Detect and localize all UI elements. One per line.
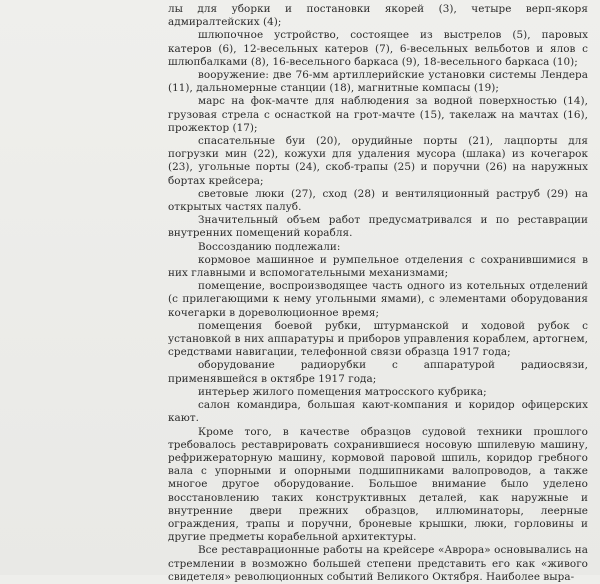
paragraph: вооружение: две 76-мм артиллерийские установки системы Лендера (11), дальномерные станции (18), магнитные компасы (19);: [168, 69, 588, 95]
paragraph: лы для уборки и постановки якорей (3), четыре верп-якоря адмиралтейских (4);: [168, 3, 588, 29]
paragraph: оборудование радиорубки с аппаратурой радиосвязи, применявшейся в октябре 1917 года;: [168, 359, 588, 385]
paragraph: световые люки (27), сход (28) и вентиляционный раструб (29) на открытых частях палуб.: [168, 187, 588, 214]
paragraph: спасательные буи (20), орудийные порты (21), лацпорты для погрузки мин (22), кожухи для удаления мусора (шлака) из кочегарок (23), угольные порты (24), скоб-трапы (25) и поручни (26) на наружных бортах крейсера;: [168, 135, 588, 187]
paragraph: помещения боевой рубки, штурманской и ходовой рубок с установкой в них аппаратуры и приборов управления кораблем, артогнем, средствами навигации, телефонной связи образца 1917 года;: [168, 319, 588, 359]
paragraph: Воссозданию подлежали:: [198, 240, 341, 253]
paragraph: кормовое машинное и румпельное отделения с сохранившимися в них главными и вспомогательными механизмами;: [168, 253, 588, 280]
paragraph: Все реставрационные работы на крейсере «Аврора» основывались на стремлении в возможно большей степени представить его как «живого свидетеля» революционных событий Великого Октября. Наиболее выра-: [168, 544, 588, 583]
paragraph: марс на фок-мачте для наблюдения за водной поверхностью (14), грузовая стрела с оснасткой на грот-мачте (15), такелаж на мачтах (16), прожектор (17);: [168, 95, 588, 134]
body-text: [168, 3, 588, 584]
paragraph: салон командира, большая кают-компания и коридор офицерских кают.: [168, 399, 588, 425]
paragraph: Кроме того, в качестве образцов судовой техники прошлого требовалось реставрировать сохранившиеся носовую шпилевую машину, рефрижераторную машину, кормовой паровой шпиль, коридор гребного вала с упорными и опорными подшипниками валопроводов, а также многое другое оборудование. Большое внимание было уделено восстановлению таких конструктивных деталей, как наружные и внутренние двери прежних образцов, иллюминаторы, леерные ограждения, трапы и поручни, броневые крышки, люки, горловины и другие предметы корабельной архитектуры.: [168, 425, 588, 544]
paragraph: помещение, воспроизводящее часть одного из котельных отделений (с прилегающими к нему угольными ямами), с элементами оборудования кочегарки в дореволюционное время;: [168, 280, 588, 319]
paragraph: Значительный объем работ предусматривался и по реставрации внутренних помещений корабля.: [168, 214, 588, 240]
paragraph: шлюпочное устройство, состоящее из выстрелов (5), паровых катеров (6), 12-весельных катеров (7), 6-весельных вельботов и ялов с шлюпбалками (8), 16-весельного баркаса (9), 18-весельного баркаса (10);: [168, 29, 588, 68]
paragraph: интерьер жилого помещения матросского кубрика;: [198, 385, 487, 398]
